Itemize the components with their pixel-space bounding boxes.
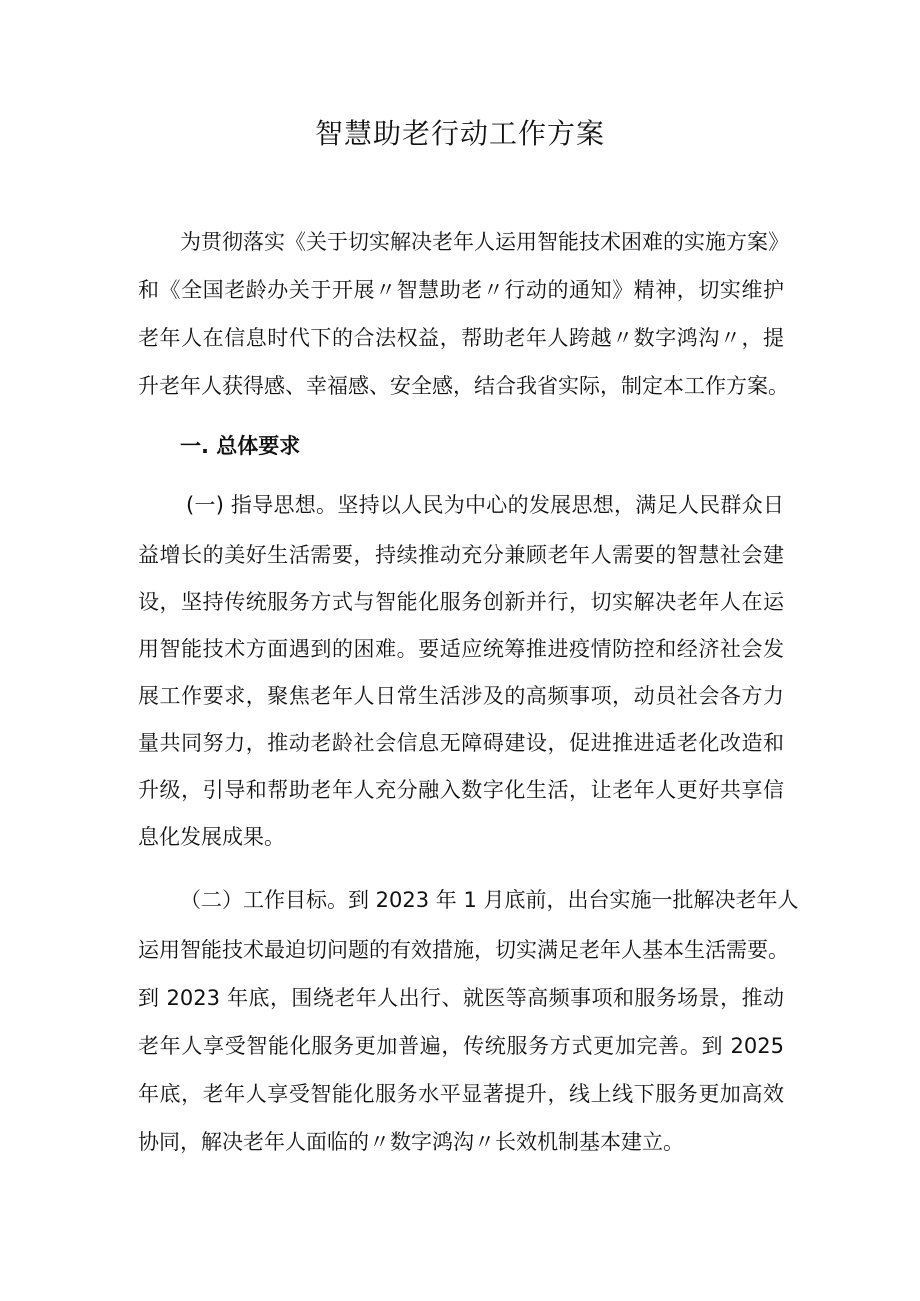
intro-line-4: 升老年人获得感、幸福感、安全感，结合我省实际，制定本工作方案。 (138, 374, 789, 398)
para1-line-4: 用智能技术方面遇到的困难。要适应统筹推进疫情防控和经济社会发 (138, 637, 784, 661)
para2-line-1: （二）工作目标。到 2023 年 1 月底前，出台实施一批解决老年人 (180, 888, 799, 912)
para1-line-3: 设，坚持传统服务方式与智能化服务创新并行，切实解决老年人在运 (138, 590, 784, 614)
para1-line-2: 益增长的美好生活需要，持续推动充分兼顾老年人需要的智慧社会建 (138, 543, 784, 567)
para2-line-5: 年底，老年人享受智能化服务水平显著提升，线上线下服务更加高效 (138, 1082, 784, 1106)
para2-line-3: 到 2023 年底，围绕老年人出行、就医等高频事项和服务场景，推动 (138, 986, 784, 1010)
section-heading: 一. 总体要求 (180, 434, 301, 458)
para2-line-4: 老年人享受智能化服务更加普遍，传统服务方式更加完善。到 2025 (138, 1034, 784, 1058)
document-title: 智慧助老行动工作方案 (314, 117, 605, 150)
para1-line-5: 展工作要求，聚焦老年人日常生活涉及的高频事项，动员社会各方力 (138, 684, 784, 708)
para2-line-2: 运用智能技术最迫切问题的有效措施，切实满足老年人基本生活需要。 (138, 938, 789, 962)
para1-line-1: (一) 指导思想。坚持以人民为中心的发展思想，满足人民群众日 (186, 493, 784, 517)
intro-line-1: 为贯彻落实《关于切实解决老年人运用智能技术困难的实施方案》 (180, 230, 789, 254)
para1-line-7: 升级，引导和帮助老年人充分融入数字化生活，让老年人更好共享信 (138, 778, 784, 802)
intro-line-3: 老年人在信息时代下的合法权益，帮助老年人跨越〃数字鸿沟〃，提 (138, 326, 784, 350)
para1-line-6: 量共同努力，推动老龄社会信息无障碍建设，促进推进适老化改造和 (138, 731, 784, 755)
intro-line-2: 和《全国老龄办关于开展〃智慧助老〃行动的通知》精神，切实维护 (138, 278, 784, 302)
para2-line-6: 协同，解决老年人面临的〃数字鸿沟〃长效机制基本建立。 (138, 1130, 684, 1154)
para1-line-8: 息化发展成果。 (138, 825, 285, 849)
